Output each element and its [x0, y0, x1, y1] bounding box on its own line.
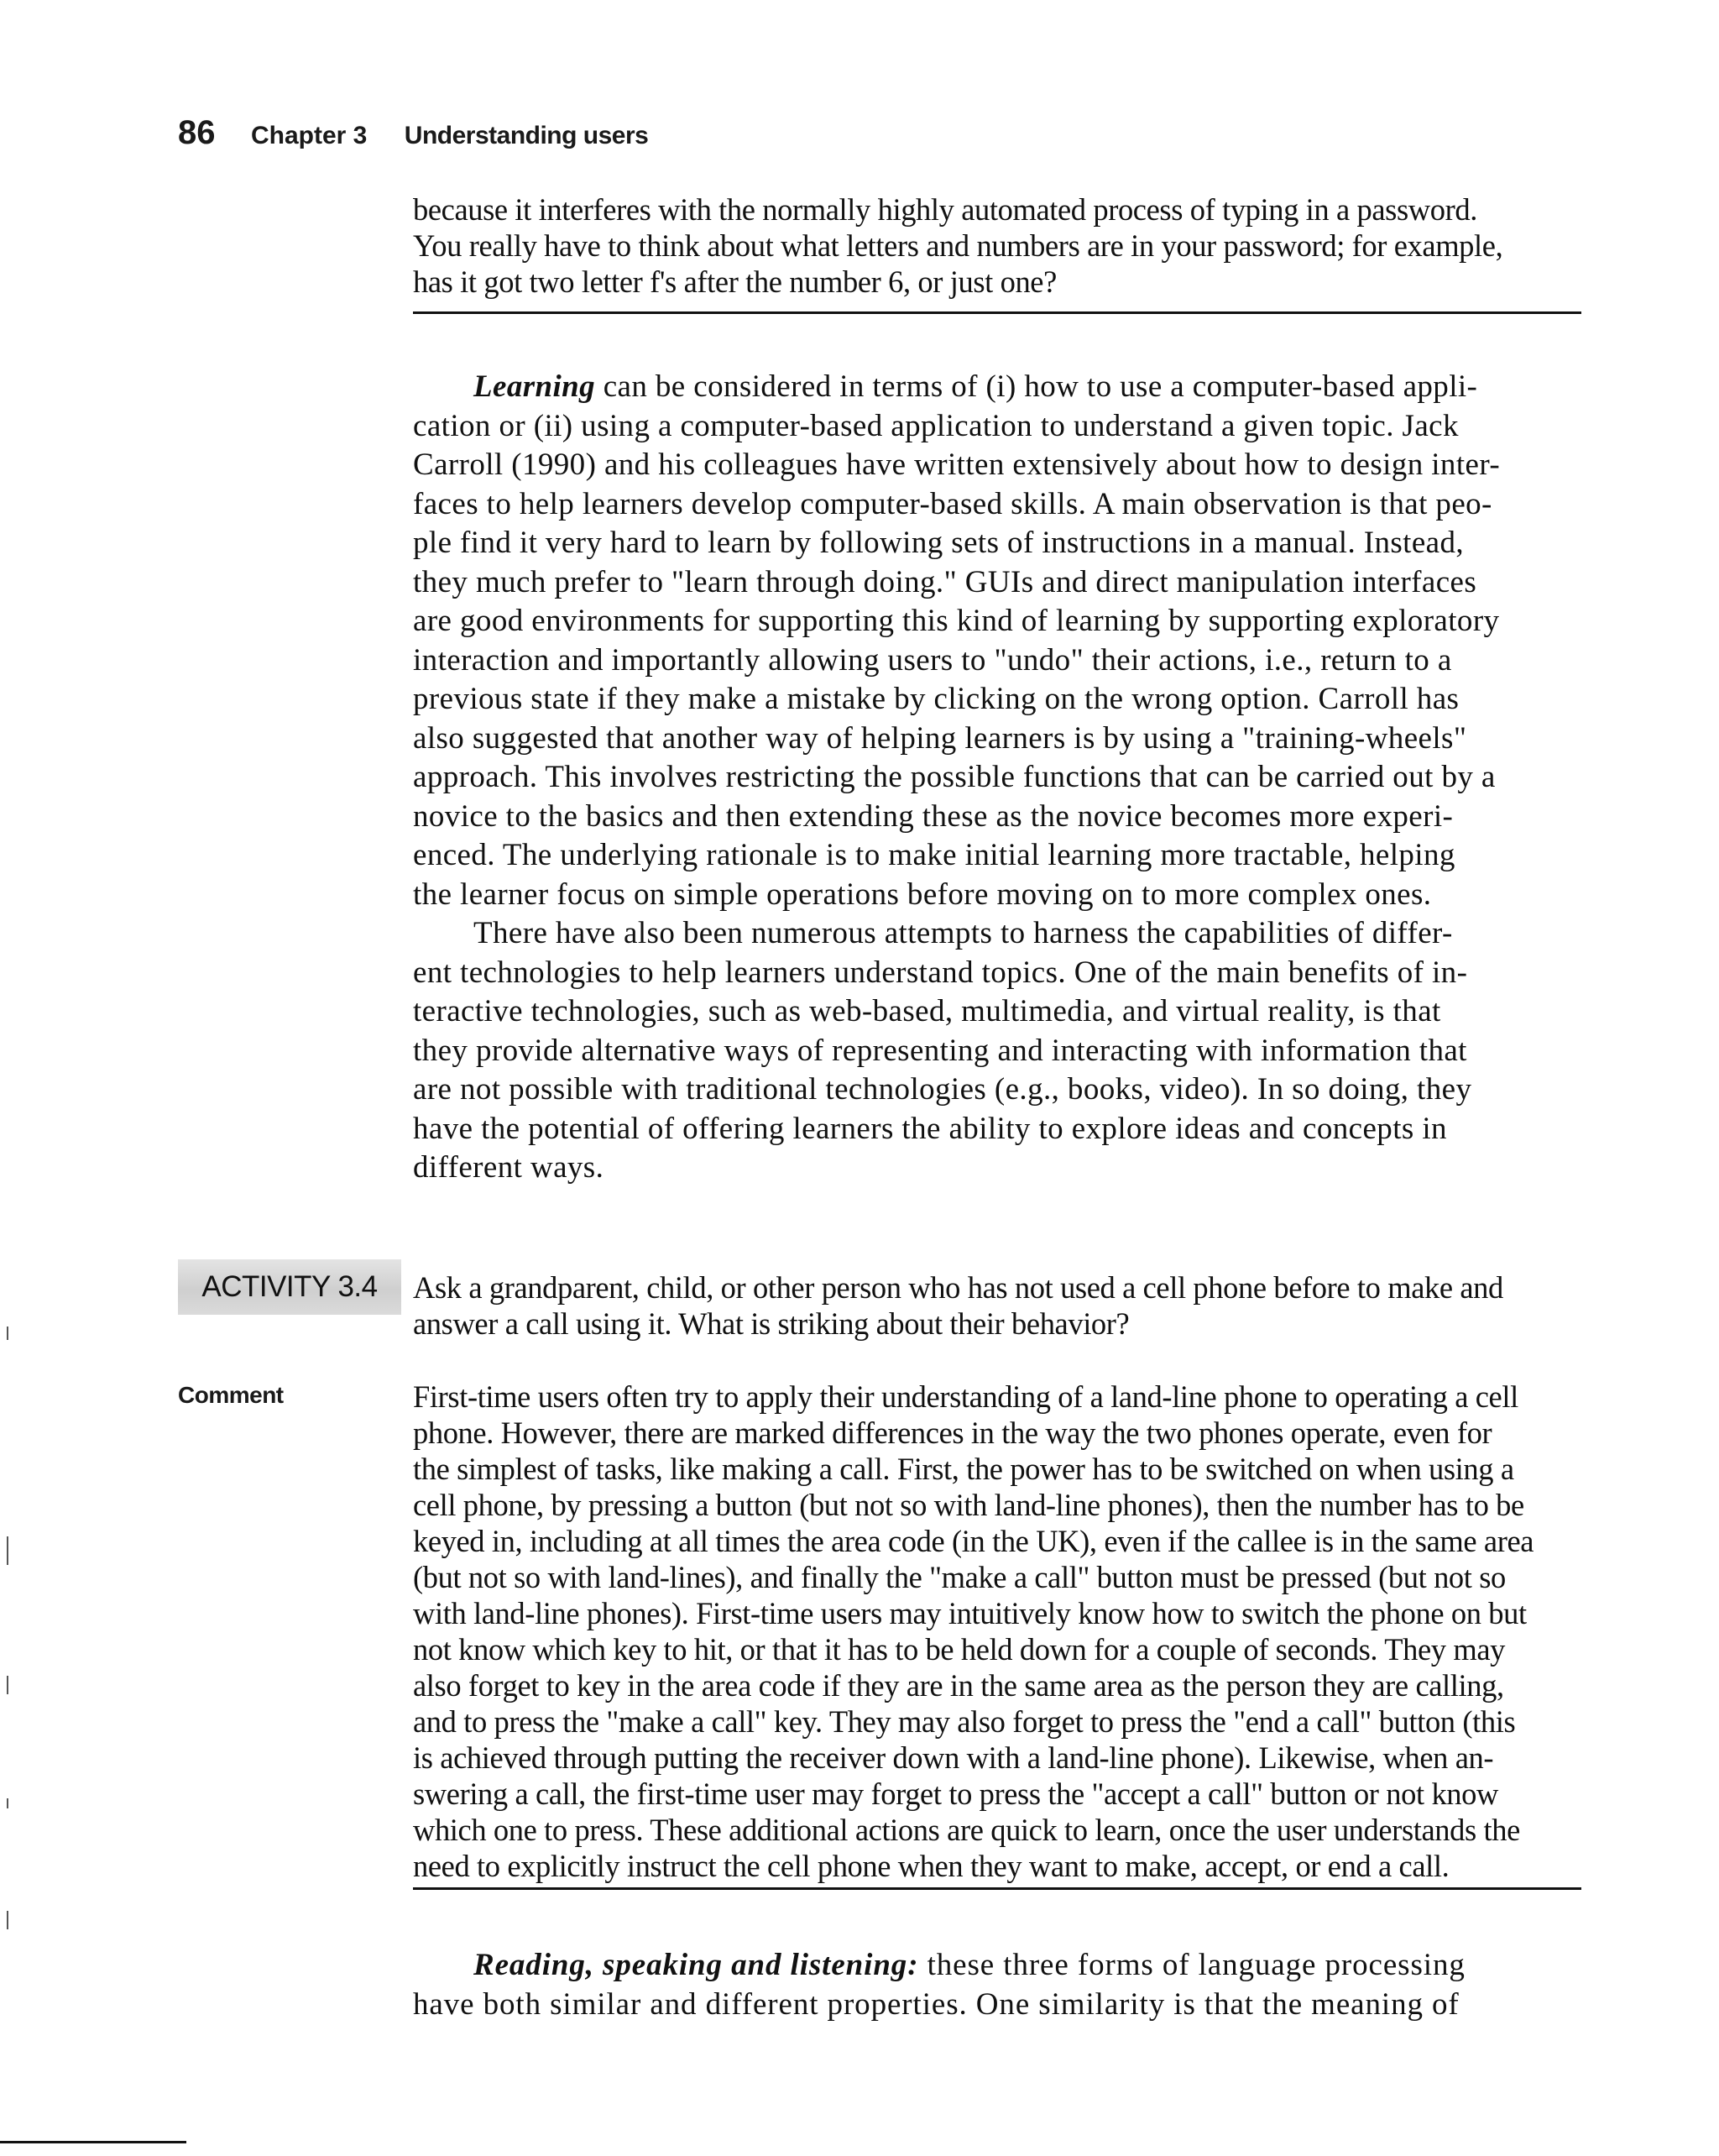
text-line: because it interferes with the normally highly automated process of typing in a password.	[413, 192, 1477, 227]
text-line: teractive technologies, such as web-based, multimedia, and virtual reality, is that	[413, 994, 1441, 1028]
running-header	[178, 114, 648, 152]
scan-margin-mark	[7, 1327, 8, 1340]
activity-badge	[178, 1259, 401, 1315]
text-line: There have also been numerous attempts to harness the capabilities of differ-	[473, 916, 1453, 950]
text-line: has it got two letter f's after the number 6, or just one?	[413, 264, 1057, 299]
scan-margin-mark	[7, 1911, 8, 1929]
text-line: swering a call, the first-time user may forget to press the "accept a call" button or not know	[413, 1777, 1498, 1811]
text-line: (but not so with land-lines), and finally the "make a call" button must be pressed (but not so	[413, 1560, 1506, 1594]
text-line: not know which key to hit, or that it has to be held down for a couple of seconds. They may	[413, 1632, 1505, 1667]
text-line: are not possible with traditional technologies (e.g., books, video). In so doing, they	[413, 1072, 1472, 1107]
text-line: interaction and importantly allowing users to "undo" their actions, i.e., return to a	[413, 642, 1452, 678]
text-line: have the potential of offering learners the ability to explore ideas and concepts in	[413, 1111, 1447, 1146]
text-line: Carroll (1990) and his colleagues have written extensively about how to design inter-	[413, 447, 1501, 482]
text-line: are good environments for supporting this kind of learning by supporting exploratory	[413, 604, 1500, 638]
text-line: novice to the basics and then extending these as the novice becomes more experi-	[413, 798, 1454, 834]
text-line: First-time users often try to apply their understanding of a land-line phone to operating a cell	[413, 1379, 1518, 1414]
activity-label: ACTIVITY 3.4	[201, 1270, 378, 1303]
term-learning: Learning	[473, 369, 596, 404]
text-line: Ask a grandparent, child, or other person who has not used a cell phone before to make and	[413, 1270, 1503, 1305]
text-run: these three forms of language processing	[918, 1948, 1466, 1982]
text-line: keyed in, including at all times the area code (in the UK), even if the callee is in the same area	[413, 1524, 1534, 1558]
scan-margin-mark	[7, 1536, 8, 1565]
top-paragraph	[413, 191, 1580, 300]
text-line: answer a call using it. What is striking about their behavior?	[413, 1306, 1130, 1341]
chapter-label: Chapter 3	[250, 122, 368, 149]
text-line: different ways.	[413, 1150, 604, 1185]
text-line: previous state if they make a mistake by clicking on the wrong option. Carroll has	[413, 682, 1460, 716]
scan-margin-mark	[7, 1676, 8, 1694]
text-line: the simplest of tasks, like making a call. First, the power has to be switched on when using a	[413, 1452, 1514, 1486]
learning-paragraph	[413, 368, 1580, 1188]
text-line: which one to press. These additional actions are quick to learn, once the user understands the	[413, 1813, 1520, 1847]
text-line: cation or (ii) using a computer-based application to understand a given topic. Jack	[413, 408, 1459, 443]
text-line: phone. However, there are marked differences in the way the two phones operate, even for	[413, 1416, 1492, 1450]
chapter-title: Understanding users	[404, 122, 649, 149]
text-line	[413, 368, 1580, 407]
text-line: faces to help learners develop computer-based skills. A main observation is that peo-	[413, 486, 1492, 521]
section-divider	[413, 1887, 1581, 1890]
footer-rule	[0, 2141, 186, 2143]
text-line: enced. The underlying rationale is to make initial learning more tractable, helping	[413, 838, 1455, 872]
scan-margin-mark	[7, 1798, 8, 1808]
comment-paragraph	[413, 1379, 1580, 1884]
text-line: they provide alternative ways of representing and interacting with information that	[413, 1033, 1467, 1068]
reading-paragraph	[413, 1946, 1580, 2024]
text-line: need to explicitly instruct the cell phone when they want to make, accept, or end a call.	[413, 1849, 1450, 1883]
text-line: the learner focus on simple operations before moving on to more complex ones.	[413, 877, 1432, 912]
text-line: ent technologies to help learners understand topics. One of the main benefits of in-	[413, 955, 1468, 990]
text-line: they much prefer to "learn through doing." GUIs and direct manipulation interfaces	[413, 564, 1477, 599]
text-line: cell phone, by pressing a button (but not so with land-line phones), then the number has to be	[413, 1488, 1524, 1522]
text-line: ple find it very hard to learn by following sets of instructions in a manual. Instead,	[413, 526, 1465, 560]
page-number: 86	[178, 114, 216, 151]
text-line: also suggested that another way of helping learners is by using a "training-wheels"	[413, 720, 1467, 756]
text-line: is achieved through putting the receiver down with a land-line phone). Likewise, when an-	[413, 1740, 1494, 1775]
activity-question	[413, 1269, 1580, 1342]
text-line: also forget to key in the area code if they are in the same area as the person they are calling,	[413, 1668, 1504, 1703]
text-line: You really have to think about what letters and numbers are in your password; for example,	[413, 228, 1503, 263]
term-reading: Reading, speaking and listening:	[473, 1948, 919, 1982]
text-run: can be considered in terms of (i) how to use a computer-based appli-	[595, 369, 1478, 404]
text-line: approach. This involves restricting the possible functions that can be carried out by a	[413, 760, 1496, 794]
text-line: with land-line phones). First-time users may intuitively know how to switch the phone on but	[413, 1596, 1527, 1630]
text-line: have both similar and different properties. One similarity is that the meaning of	[413, 1986, 1460, 2022]
text-line	[413, 1946, 1580, 1986]
comment-label: Comment	[178, 1382, 284, 1408]
text-line: and to press the "make a call" key. They may also forget to press the "end a call" button (this	[413, 1704, 1516, 1739]
section-divider	[413, 311, 1581, 314]
